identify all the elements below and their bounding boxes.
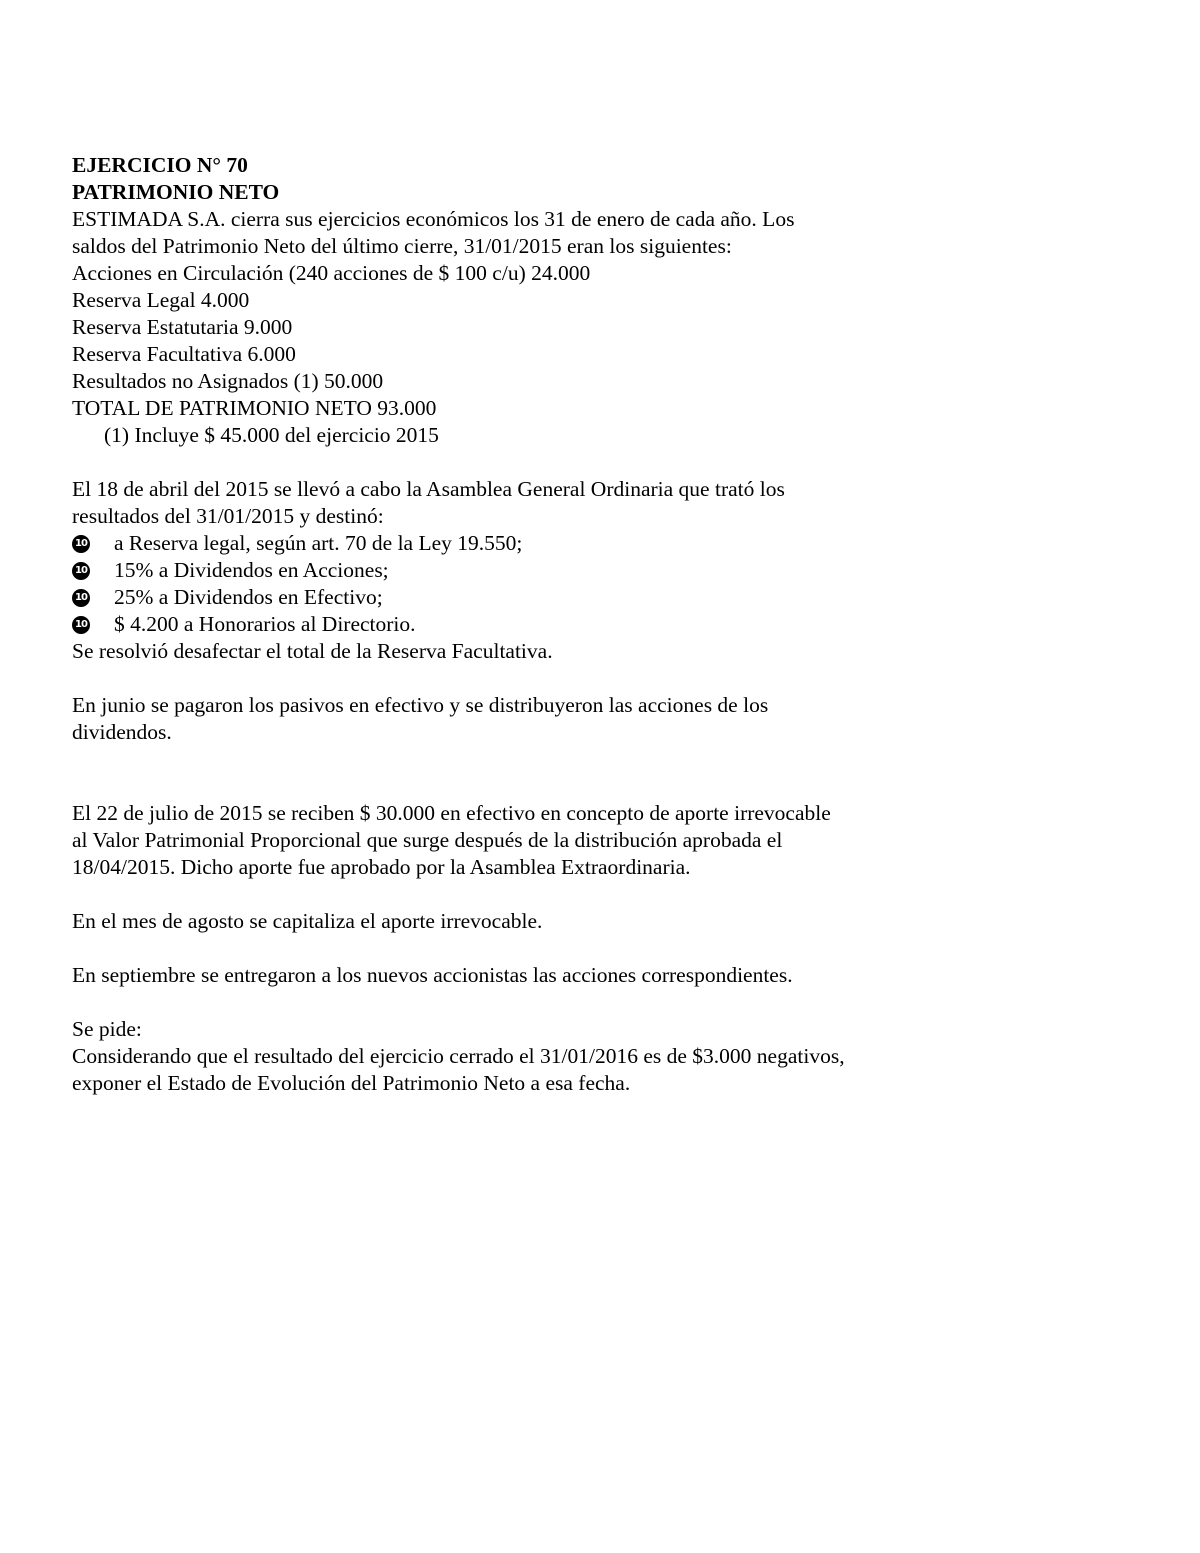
intro-line: saldos del Patrimonio Neto del último cierre, 31/01/2015 eran los siguientes: (72, 234, 732, 258)
numbered-circle-icon: 10 (72, 616, 90, 634)
document-page (72, 152, 1132, 1097)
numbered-circle-icon: 10 (72, 589, 90, 607)
bullet-text: 25% a Dividendos en Efectivo; (114, 585, 383, 609)
resolution-line: Se resolvió desafectar el total de la Reserva Facultativa. (72, 639, 553, 663)
july-line: El 22 de julio de 2015 se reciben $ 30.000 en efectivo en concepto de aporte irrevocable (72, 801, 831, 825)
balance-line: Reserva Legal 4.000 (72, 288, 250, 312)
july-line: al Valor Patrimonial Proporcional que surge después de la distribución aprobada el (72, 828, 783, 852)
assembly-line: resultados del 31/01/2015 y destinó: (72, 504, 384, 528)
balance-line: Acciones en Circulación (240 acciones de $ 100 c/u) 24.000 (72, 261, 591, 285)
exercise-title: EJERCICIO N° 70 (72, 153, 248, 177)
balance-line: Reserva Estatutaria 9.000 (72, 315, 293, 339)
request-line: Considerando que el resultado del ejercicio cerrado el 31/01/2016 es de $3.000 negativos, (72, 1044, 845, 1068)
july-line: 18/04/2015. Dicho aporte fue aprobado por la Asamblea Extraordinaria. (72, 855, 691, 879)
intro-line: ESTIMADA S.A. cierra sus ejercicios económicos los 31 de enero de cada año. Los (72, 207, 795, 231)
request-line: exponer el Estado de Evolución del Patrimonio Neto a esa fecha. (72, 1071, 631, 1095)
spacer (72, 449, 1132, 476)
june-line: En junio se pagaron los pasivos en efectivo y se distribuyeron las acciones de los (72, 693, 769, 717)
bullet-item (72, 557, 1132, 584)
september-line: En septiembre se entregaron a los nuevos accionistas las acciones correspondientes. (72, 963, 793, 987)
august-line: En el mes de agosto se capitaliza el aporte irrevocable. (72, 909, 543, 933)
balance-line: Resultados no Asignados (1) 50.000 (72, 369, 384, 393)
spacer (72, 665, 1132, 692)
spacer (72, 989, 1132, 1016)
bullet-item (72, 584, 1132, 611)
balance-total: TOTAL DE PATRIMONIO NETO 93.000 (72, 396, 437, 420)
request-label: Se pide: (72, 1017, 142, 1041)
exercise-subtitle: PATRIMONIO NETO (72, 180, 280, 204)
bullet-text: a Reserva legal, según art. 70 de la Ley 19.550; (114, 531, 523, 555)
spacer (72, 881, 1132, 908)
bullet-text: 15% a Dividendos en Acciones; (114, 558, 389, 582)
balance-line: Reserva Facultativa 6.000 (72, 342, 296, 366)
spacer (72, 935, 1132, 962)
footnote: (1) Incluye $ 45.000 del ejercicio 2015 (104, 423, 439, 447)
numbered-circle-icon: 10 (72, 562, 90, 580)
bullet-text: $ 4.200 a Honorarios al Directorio. (114, 612, 416, 636)
assembly-line: El 18 de abril del 2015 se llevó a cabo la Asamblea General Ordinaria que trató los (72, 477, 785, 501)
numbered-circle-icon: 10 (72, 535, 90, 553)
bullet-item (72, 611, 1132, 638)
spacer (72, 746, 1132, 800)
june-line: dividendos. (72, 720, 172, 744)
bullet-item (72, 530, 1132, 557)
